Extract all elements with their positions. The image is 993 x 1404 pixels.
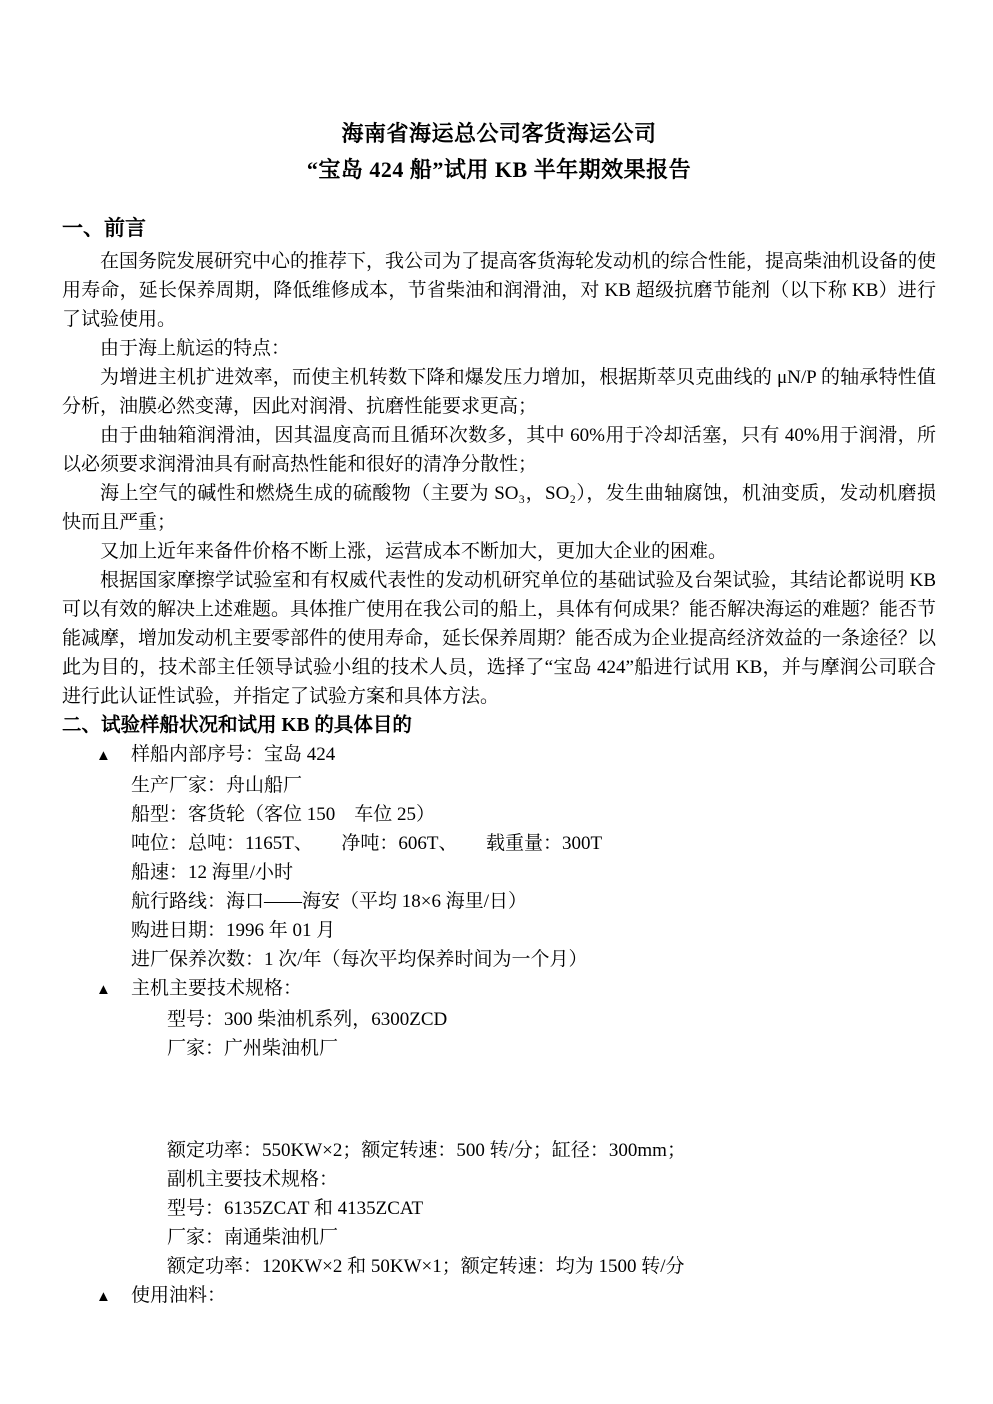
detail-line: 厂家：广州柴油机厂 xyxy=(167,1038,339,1059)
detail-line: 型号：300 柴油机系列，6300ZCD xyxy=(167,1009,448,1030)
list-item-oils-used xyxy=(96,1281,936,1312)
section-1-heading: 一、前言 xyxy=(62,216,146,240)
list-item-label: 主机主要技术规格： xyxy=(131,978,303,999)
triangle-bullet-icon: ▲ xyxy=(96,748,111,764)
detail-line: 生产厂家：舟山船厂 xyxy=(131,775,303,796)
list-item-main-engine-specs xyxy=(96,974,936,1005)
section-2-heading: 二、试验样船状况和试用 KB 的具体目的 xyxy=(62,715,412,736)
detail-line: 额定功率：120KW×2 和 50KW×1；额定转速：均为 1500 转/分 xyxy=(167,1256,685,1277)
detail-line: 吨位：总吨：1165T、 净吨：606T、 载重量：300T xyxy=(131,833,603,854)
paragraph: 又加上近年来备件价格不断上涨，运营成本不断加大，更加大企业的困难。 xyxy=(100,541,728,562)
detail-line: 船型：客货轮（客位 150 车位 25） xyxy=(131,804,436,825)
document-title: 海南省海运总公司客货海运公司 xyxy=(341,121,657,146)
list-item-label: 使用油料： xyxy=(131,1285,227,1306)
document-subtitle: “宝岛 424 船”试用 KB 半年期效果报告 xyxy=(306,157,692,182)
detail-line: 副机主要技术规格： xyxy=(167,1169,339,1190)
detail-line: 额定功率：550KW×2；额定转速：500 转/分；缸径：300mm； xyxy=(167,1140,686,1161)
paragraph: 海上空气的碱性和燃烧生成的硫酸物（主要为 SO₃，SO₂），发生曲轴腐蚀，机油变质，发动机磨损快而且严重； xyxy=(62,483,936,533)
detail-line: 购进日期：1996 年 01 月 xyxy=(131,920,336,941)
paragraph: 在国务院发展研究中心的推荐下，我公司为了提高客货海轮发动机的综合性能，提高柴油机设备的使用寿命，延长保养周期，降低维修成本，节省柴油和润滑油，对 KB 超级抗磨节能剂（以下称 KB）进行了试验使用。 xyxy=(62,251,937,330)
detail-line: 进厂保养次数：1 次/年（每次平均保养时间为一个月） xyxy=(131,949,588,970)
triangle-bullet-icon: ▲ xyxy=(96,982,111,998)
paragraph: 根据国家摩擦学试验室和有权威代表性的发动机研究单位的基础试验及台架试验，其结论都说明 KB 可以有效的解决上述难题。具体推广使用在我公司的船上，具体有何成果？能否解决海运的难题？能否节能减摩，增加发动机主要零部件的使用寿命，延长保养周期？能否成为企业提高经济效益的一条途径？以此为目的，技术部主任领导试验小组的技术人员，选择了“宝岛 424”船进行试用 KB，并与摩润公司联合进行此认证性试验，并指定了试验方案和具体方法。 xyxy=(62,570,937,707)
detail-line: 厂家：南通柴油机厂 xyxy=(167,1227,339,1248)
blank-gap xyxy=(62,1063,936,1136)
paragraph: 由于曲轴箱润滑油，因其温度高而且循环次数多，其中 60%用于冷却活塞，只有 40%用于润滑，所以必须要求润滑油具有耐高热性能和很好的清净分散性； xyxy=(62,425,936,475)
detail-line: 船速：12 海里/小时 xyxy=(131,862,294,883)
list-item-label: 样船内部序号：宝岛 424 xyxy=(131,744,336,765)
detail-line: 航行路线：海口——海安（平均 18×6 海里/日） xyxy=(131,891,527,912)
detail-line: 型号：6135ZCAT 和 4135ZCAT xyxy=(167,1198,424,1219)
paragraph: 为增进主机扩进效率，而使主机转数下降和爆发压力增加，根据斯萃贝克曲线的 μN/P 的轴承特性值分析，油膜必然变薄，因此对润滑、抗磨性能要求更高； xyxy=(62,367,936,417)
triangle-bullet-icon: ▲ xyxy=(96,1289,111,1305)
list-item-ship-info xyxy=(96,740,936,771)
paragraph: 由于海上航运的特点： xyxy=(100,338,291,359)
